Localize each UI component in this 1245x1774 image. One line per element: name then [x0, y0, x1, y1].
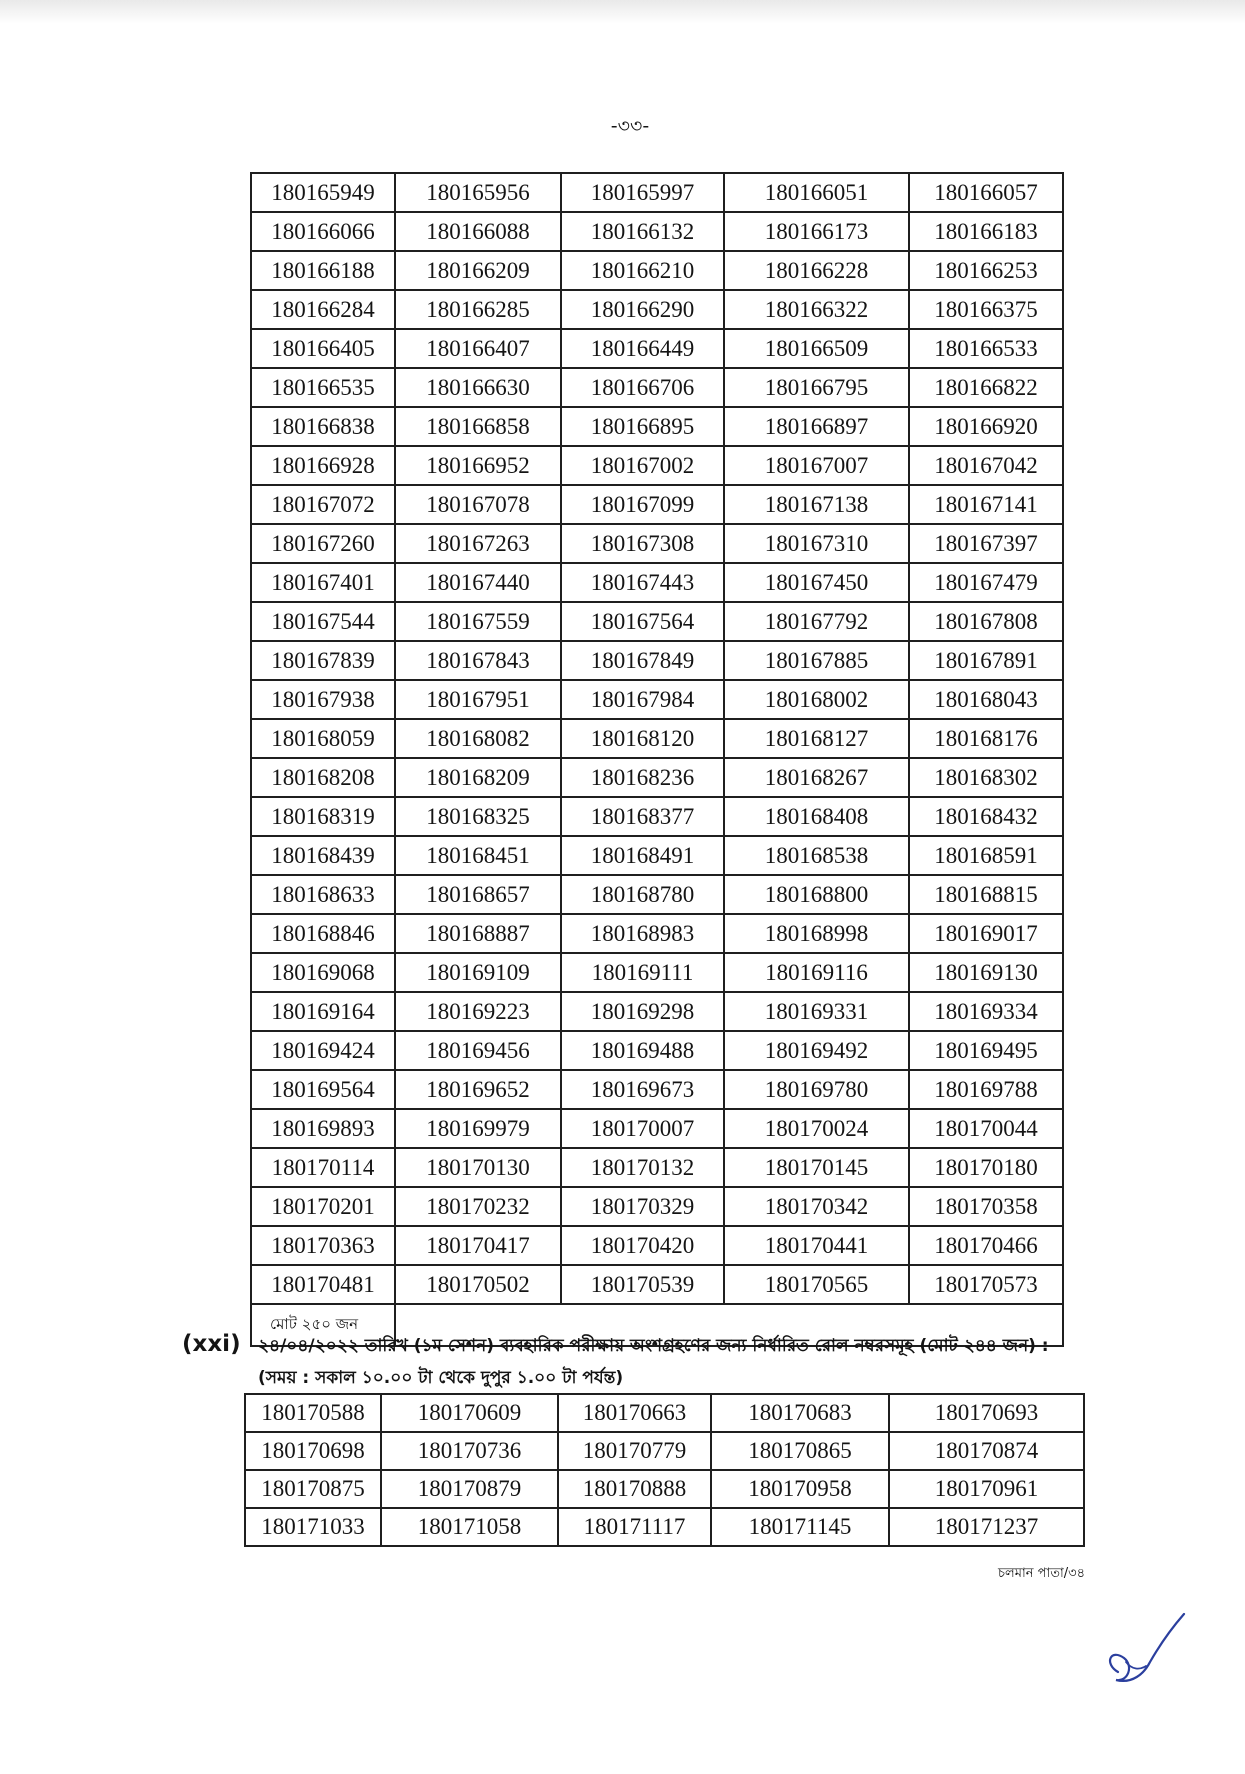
table-row — [251, 953, 1063, 992]
roll-number-table — [250, 172, 1064, 1347]
roll-number-cell: 180171117 — [558, 1508, 711, 1546]
roll-number-cell: 180166322 — [724, 290, 909, 329]
total-count-cell: মোট ২৫০ জন — [251, 1304, 395, 1346]
roll-number-cell: 180167141 — [909, 485, 1063, 524]
roll-number-cell: 180170358 — [909, 1187, 1063, 1226]
roll-number-cell: 180168127 — [724, 719, 909, 758]
roll-number-cell: 180170363 — [251, 1226, 395, 1265]
roll-number-cell: 180167891 — [909, 641, 1063, 680]
roll-number-cell: 180170329 — [561, 1187, 724, 1226]
roll-number-cell: 180166285 — [395, 290, 561, 329]
table-row — [251, 836, 1063, 875]
roll-number-cell: 180166535 — [251, 368, 395, 407]
roll-number-cell: 180167308 — [561, 524, 724, 563]
roll-number-cell: 180166895 — [561, 407, 724, 446]
roll-number-cell: 180168439 — [251, 836, 395, 875]
roll-number-cell: 180168082 — [395, 719, 561, 758]
roll-number-cell: 180166952 — [395, 446, 561, 485]
roll-number-cell: 180166630 — [395, 368, 561, 407]
roll-number-cell: 180169673 — [561, 1070, 724, 1109]
roll-number-cell: 180170961 — [889, 1470, 1084, 1508]
table-row — [251, 446, 1063, 485]
roll-number-cell: 180167984 — [561, 680, 724, 719]
roll-number-cell: 180166858 — [395, 407, 561, 446]
roll-number-cell: 180167559 — [395, 602, 561, 641]
section-heading — [258, 1330, 1078, 1394]
roll-number-cell: 180167138 — [724, 485, 909, 524]
table-row — [245, 1432, 1084, 1470]
table-row — [251, 1148, 1063, 1187]
section-heading-line1: ২৪/০৪/২০২২ তারিখ (১ম সেশন) ব্যবহারিক পরীক্ষায় অংশগ্রহণের জন্য নির্ধারিত রোল নম্বরসমূহ (মোট ২৪৪ জন) : — [258, 1336, 1049, 1356]
roll-number-cell: 180171033 — [245, 1508, 381, 1546]
roll-number-cell: 180170879 — [381, 1470, 558, 1508]
roll-number-cell: 180165949 — [251, 173, 395, 212]
roll-number-cell: 180169334 — [909, 992, 1063, 1031]
roll-number-table-xxi — [244, 1393, 1085, 1547]
table-row — [251, 485, 1063, 524]
roll-number-cell: 180168236 — [561, 758, 724, 797]
table-row — [251, 212, 1063, 251]
section-heading-line2: (সময় : সকাল ১০.০০ টা থেকে দুপুর ১.০০ টা পর্যন্ত) — [258, 1368, 624, 1388]
roll-number-cell: 180167849 — [561, 641, 724, 680]
roll-number-cell: 180168176 — [909, 719, 1063, 758]
table-row — [251, 797, 1063, 836]
roll-number-cell: 180167260 — [251, 524, 395, 563]
roll-number-cell: 180170875 — [245, 1470, 381, 1508]
roll-number-cell: 180166183 — [909, 212, 1063, 251]
roll-number-cell: 180166088 — [395, 212, 561, 251]
roll-number-cell: 180170502 — [395, 1265, 561, 1304]
table-row — [251, 680, 1063, 719]
roll-number-cell: 180168209 — [395, 758, 561, 797]
table-row — [251, 1031, 1063, 1070]
roll-number-cell: 180168319 — [251, 797, 395, 836]
table-row — [251, 992, 1063, 1031]
roll-number-cell: 180170609 — [381, 1394, 558, 1432]
roll-number-cell: 180169111 — [561, 953, 724, 992]
roll-number-cell: 180170420 — [561, 1226, 724, 1265]
roll-number-cell: 180168657 — [395, 875, 561, 914]
table-row — [251, 719, 1063, 758]
roll-number-cell: 180170232 — [395, 1187, 561, 1226]
roll-number-cell: 180168800 — [724, 875, 909, 914]
roll-number-cell: 180167450 — [724, 563, 909, 602]
roll-number-cell: 180169298 — [561, 992, 724, 1031]
roll-number-cell: 180170024 — [724, 1109, 909, 1148]
roll-number-cell: 180170441 — [724, 1226, 909, 1265]
roll-number-cell: 180167078 — [395, 485, 561, 524]
roll-number-cell: 180166405 — [251, 329, 395, 368]
table-row — [251, 641, 1063, 680]
continued-page-note: চলমান পাতা/৩৪ — [998, 1566, 1085, 1581]
roll-number-cell: 180170007 — [561, 1109, 724, 1148]
roll-number-cell: 180170466 — [909, 1226, 1063, 1265]
roll-number-cell: 180168043 — [909, 680, 1063, 719]
roll-number-cell: 180167792 — [724, 602, 909, 641]
roll-number-cell: 180166284 — [251, 290, 395, 329]
roll-number-cell: 180170779 — [558, 1432, 711, 1470]
roll-number-cell: 180168267 — [724, 758, 909, 797]
roll-number-cell: 180168408 — [724, 797, 909, 836]
roll-number-cell: 180168998 — [724, 914, 909, 953]
roll-number-cell: 180169130 — [909, 953, 1063, 992]
roll-number-cell: 180167440 — [395, 563, 561, 602]
roll-number-cell: 180166706 — [561, 368, 724, 407]
roll-number-cell: 180170573 — [909, 1265, 1063, 1304]
table-row — [251, 407, 1063, 446]
roll-number-cell: 180168377 — [561, 797, 724, 836]
table-row — [251, 524, 1063, 563]
roll-number-cell: 180166253 — [909, 251, 1063, 290]
table-row — [251, 368, 1063, 407]
roll-number-cell: 180167072 — [251, 485, 395, 524]
roll-number-cell: 180168491 — [561, 836, 724, 875]
roll-number-cell: 180168325 — [395, 797, 561, 836]
roll-number-cell: 180169652 — [395, 1070, 561, 1109]
roll-number-cell: 180167951 — [395, 680, 561, 719]
roll-number-cell: 180170417 — [395, 1226, 561, 1265]
roll-number-cell: 180168633 — [251, 875, 395, 914]
roll-number-cell: 180170565 — [724, 1265, 909, 1304]
roll-number-cell: 180168002 — [724, 680, 909, 719]
roll-number-cell: 180167401 — [251, 563, 395, 602]
roll-number-cell: 180167479 — [909, 563, 1063, 602]
roll-number-cell: 180168983 — [561, 914, 724, 953]
roll-number-cell: 180166375 — [909, 290, 1063, 329]
roll-number-cell: 180166928 — [251, 446, 395, 485]
table-row — [251, 329, 1063, 368]
roll-number-cell: 180169979 — [395, 1109, 561, 1148]
roll-number-cell: 180166449 — [561, 329, 724, 368]
roll-number-cell: 180168120 — [561, 719, 724, 758]
roll-number-cell: 180170663 — [558, 1394, 711, 1432]
roll-number-cell: 180169492 — [724, 1031, 909, 1070]
roll-number-cell: 180166795 — [724, 368, 909, 407]
roll-number-cell: 180166897 — [724, 407, 909, 446]
roll-number-cell: 180169223 — [395, 992, 561, 1031]
roll-number-cell: 180166533 — [909, 329, 1063, 368]
roll-number-cell: 180166209 — [395, 251, 561, 290]
roll-number-cell: 180169116 — [724, 953, 909, 992]
roll-number-cell: 180168591 — [909, 836, 1063, 875]
roll-number-cell: 180166173 — [724, 212, 909, 251]
roll-number-cell: 180165997 — [561, 173, 724, 212]
table-row — [251, 602, 1063, 641]
roll-number-cell: 180166838 — [251, 407, 395, 446]
roll-number-cell: 180169456 — [395, 1031, 561, 1070]
roll-number-cell: 180170588 — [245, 1394, 381, 1432]
roll-number-cell: 180167099 — [561, 485, 724, 524]
roll-number-cell: 180168302 — [909, 758, 1063, 797]
roll-number-cell: 180168815 — [909, 875, 1063, 914]
table-row — [251, 251, 1063, 290]
roll-number-cell: 180166509 — [724, 329, 909, 368]
roll-number-cell: 180167042 — [909, 446, 1063, 485]
roll-number-cell: 180170683 — [711, 1394, 889, 1432]
roll-number-cell: 180167263 — [395, 524, 561, 563]
roll-number-cell: 180170201 — [251, 1187, 395, 1226]
roll-number-cell: 180170693 — [889, 1394, 1084, 1432]
roll-number-cell: 180170130 — [395, 1148, 561, 1187]
roll-number-cell: 180169164 — [251, 992, 395, 1031]
page-number: -৩৩- — [610, 115, 650, 137]
roll-number-cell: 180166132 — [561, 212, 724, 251]
roll-number-cell: 180167885 — [724, 641, 909, 680]
roll-number-cell: 180168780 — [561, 875, 724, 914]
roll-number-cell: 180171237 — [889, 1508, 1084, 1546]
roll-number-cell: 180170044 — [909, 1109, 1063, 1148]
table-row — [251, 875, 1063, 914]
roll-number-cell: 180167310 — [724, 524, 909, 563]
table-row — [245, 1394, 1084, 1432]
roll-number-cell: 180168451 — [395, 836, 561, 875]
roll-number-cell: 180166228 — [724, 251, 909, 290]
signature-icon — [1070, 1600, 1190, 1700]
roll-number-cell: 180169780 — [724, 1070, 909, 1109]
roll-number-cell: 180167007 — [724, 446, 909, 485]
table-row — [251, 758, 1063, 797]
roll-number-cell: 180168846 — [251, 914, 395, 953]
table-row — [251, 914, 1063, 953]
roll-number-cell: 180170698 — [245, 1432, 381, 1470]
table-row — [251, 1109, 1063, 1148]
roll-number-cell: 180169424 — [251, 1031, 395, 1070]
roll-number-cell: 180169893 — [251, 1109, 395, 1148]
roll-number-cell: 180167808 — [909, 602, 1063, 641]
roll-number-cell: 180167564 — [561, 602, 724, 641]
table-row — [245, 1470, 1084, 1508]
roll-number-cell: 180166210 — [561, 251, 724, 290]
roll-number-cell: 180166057 — [909, 173, 1063, 212]
roll-number-cell: 180169488 — [561, 1031, 724, 1070]
roll-number-cell: 180167397 — [909, 524, 1063, 563]
roll-number-cell: 180167843 — [395, 641, 561, 680]
roll-number-cell: 180167002 — [561, 446, 724, 485]
roll-number-cell: 180166920 — [909, 407, 1063, 446]
roll-number-cell: 180169017 — [909, 914, 1063, 953]
table-row — [251, 1265, 1063, 1304]
roll-number-cell: 180166407 — [395, 329, 561, 368]
table-row — [251, 1226, 1063, 1265]
roll-number-cell: 180170342 — [724, 1187, 909, 1226]
roll-number-cell: 180170132 — [561, 1148, 724, 1187]
roll-number-cell: 180166290 — [561, 290, 724, 329]
roll-number-cell: 180170865 — [711, 1432, 889, 1470]
roll-number-cell: 180169331 — [724, 992, 909, 1031]
roll-number-cell: 180166066 — [251, 212, 395, 251]
table-row — [251, 1187, 1063, 1226]
roll-number-cell: 180171145 — [711, 1508, 889, 1546]
roll-number-cell: 180170958 — [711, 1470, 889, 1508]
roll-number-cell: 180167443 — [561, 563, 724, 602]
roll-number-cell: 180170180 — [909, 1148, 1063, 1187]
roll-number-cell: 180166188 — [251, 251, 395, 290]
roll-number-cell: 180169564 — [251, 1070, 395, 1109]
roll-number-cell: 180166051 — [724, 173, 909, 212]
roll-number-cell: 180165956 — [395, 173, 561, 212]
roll-number-cell: 180170888 — [558, 1470, 711, 1508]
roll-number-cell: 180170145 — [724, 1148, 909, 1187]
scan-shadow — [0, 0, 1245, 24]
roll-number-cell: 180169788 — [909, 1070, 1063, 1109]
roll-number-cell: 180168208 — [251, 758, 395, 797]
table-row — [251, 1070, 1063, 1109]
roll-number-cell: 180170114 — [251, 1148, 395, 1187]
roll-number-cell: 180170539 — [561, 1265, 724, 1304]
roll-number-cell: 180168059 — [251, 719, 395, 758]
section-number: (xxi) — [182, 1331, 241, 1357]
roll-number-cell: 180171058 — [381, 1508, 558, 1546]
table-row — [251, 290, 1063, 329]
roll-number-cell: 180167938 — [251, 680, 395, 719]
roll-number-cell: 180169495 — [909, 1031, 1063, 1070]
roll-number-cell: 180169109 — [395, 953, 561, 992]
roll-number-cell: 180167839 — [251, 641, 395, 680]
roll-number-cell: 180170481 — [251, 1265, 395, 1304]
roll-number-cell: 180169068 — [251, 953, 395, 992]
roll-number-cell: 180166822 — [909, 368, 1063, 407]
roll-number-cell: 180170736 — [381, 1432, 558, 1470]
table-row — [251, 173, 1063, 212]
table-row — [245, 1508, 1084, 1546]
roll-number-cell: 180168432 — [909, 797, 1063, 836]
roll-number-cell: 180168887 — [395, 914, 561, 953]
table-row — [251, 563, 1063, 602]
roll-number-cell: 180170874 — [889, 1432, 1084, 1470]
roll-number-cell: 180167544 — [251, 602, 395, 641]
roll-number-cell: 180168538 — [724, 836, 909, 875]
